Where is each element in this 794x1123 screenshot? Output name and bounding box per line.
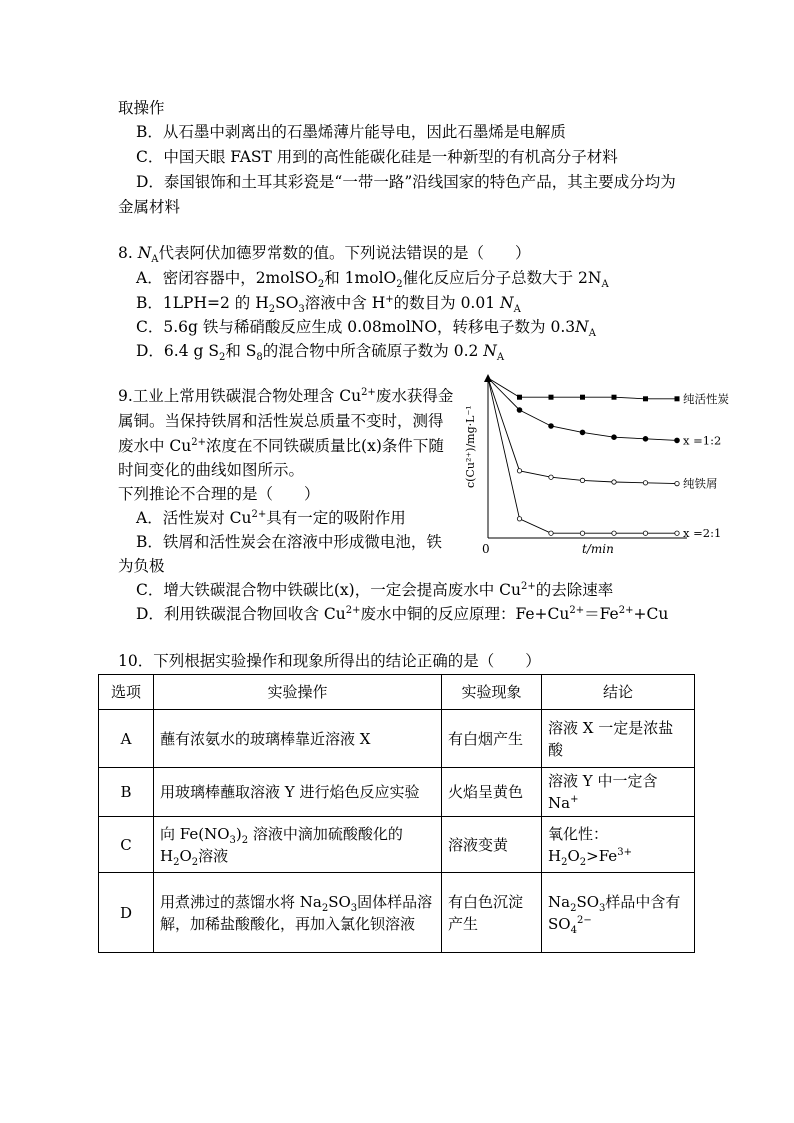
data-point bbox=[580, 531, 584, 535]
prev-option-c: C．中国天眼 FAST 用到的高性能碳化硅是一种新型的有机高分子材料 bbox=[136, 148, 618, 166]
q9-line1: 9.工业上常用铁碳混合物处理含 $Cu^{2+}$废水获得金 bbox=[118, 386, 454, 405]
q8-option-b: B．1LPH=2 的 $H_2SO_3$溶液中含 H+的数目为 0.01 $N_A$ bbox=[136, 293, 521, 316]
table-header-row bbox=[99, 675, 695, 710]
q8-stem: 8. $N_A$代表阿伏加德罗常数的值。下列说法错误的是（ ） bbox=[118, 244, 531, 266]
data-point bbox=[580, 478, 584, 482]
q9-line4: 时间变化的曲线如图所示。 bbox=[118, 461, 305, 479]
data-point bbox=[580, 430, 585, 435]
x-axis-label: t/min bbox=[582, 542, 614, 556]
data-point bbox=[612, 395, 617, 400]
row-c-conclusion: 氧化性：$H_2O_2>Fe^{3+}$ bbox=[542, 817, 695, 873]
row-b-operation: 用玻璃棒蘸取溶液 Y 进行焰色反应实验 bbox=[154, 768, 442, 817]
data-point bbox=[517, 517, 521, 521]
data-point bbox=[643, 436, 648, 441]
q10-stem: 10．下列根据实验操作和现象所得出的结论正确的是（ ） bbox=[118, 652, 541, 670]
q9-option-b-cont: 为负极 bbox=[118, 557, 165, 575]
series-label: 纯铁屑 bbox=[683, 476, 718, 491]
q9-option-a: A．活性炭对 $Cu^{2+}$具有一定的吸附作用 bbox=[136, 508, 406, 527]
y-axis-label: c(Cu²⁺)/mg·L⁻¹ bbox=[464, 405, 477, 488]
data-point bbox=[612, 435, 617, 440]
origin-label: 0 bbox=[482, 542, 490, 556]
series-layer bbox=[488, 378, 729, 540]
series-label: x =2:1 bbox=[683, 526, 722, 541]
row-b-phenomenon: 火焰呈黄色 bbox=[442, 768, 542, 817]
experiment-table bbox=[98, 674, 695, 953]
table-row bbox=[99, 710, 695, 768]
row-d-conclusion: $Na_2SO_3$样品中含有 $SO_4^{2-}$ bbox=[542, 873, 695, 953]
data-point bbox=[675, 481, 679, 485]
data-point bbox=[675, 396, 680, 401]
table-row bbox=[99, 768, 695, 817]
data-point bbox=[517, 395, 522, 400]
data-point bbox=[675, 531, 679, 535]
data-point bbox=[549, 531, 553, 535]
data-point bbox=[549, 395, 554, 400]
series-label: x =1:2 bbox=[683, 433, 722, 448]
row-c-phenomenon: 溶液变黄 bbox=[442, 817, 542, 873]
data-point bbox=[580, 395, 585, 400]
series-label: 纯活性炭 bbox=[683, 391, 729, 406]
row-d-option: D bbox=[99, 873, 154, 953]
row-a-option: A bbox=[99, 710, 154, 768]
q9-question: 下列推论不合理的是（ ） bbox=[118, 485, 320, 503]
header-option: 选项 bbox=[99, 675, 154, 710]
q9-option-c: C．增大铁碳混合物中铁碳比(x)，一定会提高废水中 $Cu^{2+}$的去除速率 bbox=[136, 580, 614, 599]
q8-option-c: C．5.6g 铁与稀硝酸反应生成 0.08molNO，转移电子数为 $0.3N_A$ bbox=[136, 318, 596, 340]
cu-concentration-chart bbox=[462, 370, 752, 570]
row-b-option: B bbox=[99, 768, 154, 817]
data-point bbox=[612, 531, 616, 535]
q9-line2: 属铜。当保持铁屑和活性炭总质量不变时，测得 bbox=[118, 412, 444, 430]
row-d-operation: 用煮沸过的蒸馏水将 $Na_2SO_3$固体样品溶解，加稀盐酸酸化，再加入氯化钡溶液 bbox=[154, 873, 442, 953]
header-conclusion: 结论 bbox=[542, 675, 695, 710]
header-operation: 实验操作 bbox=[154, 675, 442, 710]
q9-line3: 废水中 $Cu^{2+}$浓度在不同铁碳质量比(x)条件下随 bbox=[118, 436, 444, 455]
q8-option-d: D．6.4 g $S_2$和 $S_8$的混合物中所含硫原子数为 0.2 $N_A$ bbox=[136, 342, 505, 364]
prev-option-d-cont: 金属材料 bbox=[118, 198, 181, 216]
data-point bbox=[675, 438, 680, 443]
data-point bbox=[517, 469, 521, 473]
row-a-operation: 蘸有浓氨水的玻璃棒靠近溶液 X bbox=[154, 710, 442, 768]
data-point bbox=[643, 531, 647, 535]
table-row bbox=[99, 817, 695, 873]
q8-option-a: A．密闭容器中，2molSO$_2$和 1molO$_2$催化反应后分子总数大于 $2N_A$ bbox=[136, 269, 609, 291]
data-point bbox=[612, 480, 616, 484]
data-point bbox=[643, 396, 648, 401]
prev-option-d: D．泰国银饰和土耳其彩瓷是“一带一路”沿线国家的特色产品，其主要成分均为 bbox=[136, 173, 676, 191]
row-a-phenomenon: 有白烟产生 bbox=[442, 710, 542, 768]
q9-option-d: D．利用铁碳混合物回收含 $Cu^{2+}$废水中铜的反应原理：$Fe+Cu^{2+}=Fe^{2+}+Cu$ bbox=[136, 604, 669, 623]
data-point bbox=[643, 481, 647, 485]
series-line-3 bbox=[488, 378, 677, 533]
table-row bbox=[99, 873, 695, 953]
q9-option-b: B．铁屑和活性炭会在溶液中形成微电池，铁 bbox=[136, 533, 442, 551]
row-d-phenomenon: 有白色沉淀产生 bbox=[442, 873, 542, 953]
data-point bbox=[549, 475, 553, 479]
data-point bbox=[549, 424, 554, 429]
row-c-operation: 向 $Fe(NO_3)_2$ 溶液中滴加硫酸酸化的 $H_2O_2$溶液 bbox=[154, 817, 442, 873]
data-point bbox=[517, 408, 522, 413]
row-a-conclusion: 溶液 X 一定是浓盐酸 bbox=[542, 710, 695, 768]
row-c-option: C bbox=[99, 817, 154, 873]
prev-tail: 取操作 bbox=[118, 99, 165, 117]
prev-option-b: B．从石墨中剥离出的石墨烯薄片能导电，因此石墨烯是电解质 bbox=[136, 123, 566, 141]
row-b-conclusion: 溶液 Y 中一定含 Na+ bbox=[542, 768, 695, 817]
header-phenomenon: 实验现象 bbox=[442, 675, 542, 710]
